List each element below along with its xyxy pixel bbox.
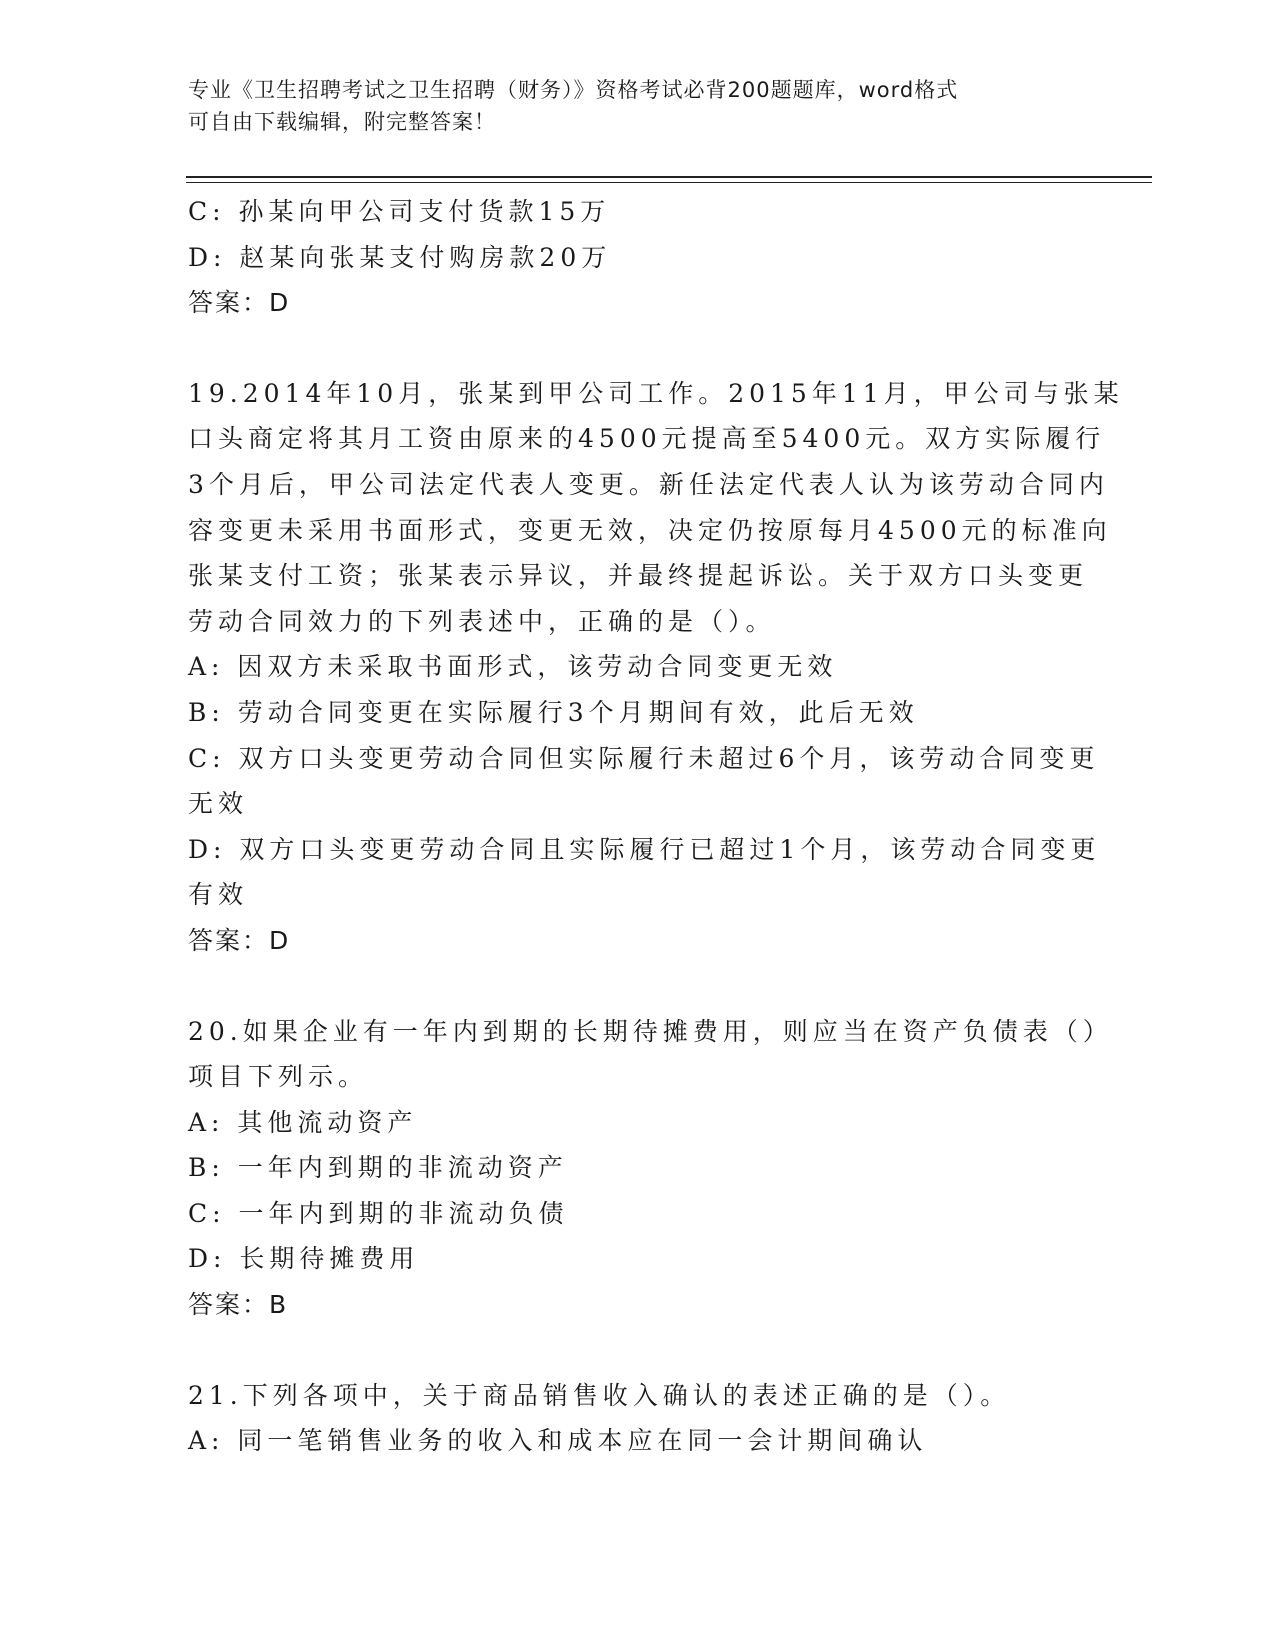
header-line-1: 专业《卫生招聘考试之卫生招聘（财务）》资格考试必背200题题库，word格式 [188, 78, 959, 102]
option-b: B: 一年内到期的非流动资产 [188, 1153, 568, 1183]
option-d: D: 双方口头变更劳动合同且实际履行已超过1个月，该劳动合同变更 [188, 834, 1101, 864]
previous-question-tail [188, 189, 1088, 326]
header-line-2: 可自由下载编辑，附完整答案！ [188, 110, 496, 134]
option-a: A: 因双方未采取书面形式，该劳动合同变更无效 [188, 652, 838, 682]
answer-line: 答案：D [188, 925, 291, 955]
question-text-line: 3个月后，甲公司法定代表人变更。新任法定代表人认为该劳动合同内 [188, 469, 1109, 499]
question-19 [188, 371, 1124, 964]
question-text-line: 劳动合同效力的下列表述中，正确的是（）。 [188, 606, 776, 636]
answer-line: 答案：B [188, 1290, 289, 1320]
option-c-continued: 无效 [188, 789, 249, 819]
option-c: C: 孙某向甲公司支付货款15万 [188, 197, 611, 226]
option-d-continued: 有效 [188, 880, 249, 910]
option-a: A: 同一笔销售业务的收入和成本应在同一会计期间确认 [188, 1426, 928, 1456]
option-d: D: 长期待摊费用 [188, 1244, 420, 1274]
option-c: C: 一年内到期的非流动负债 [188, 1198, 569, 1228]
option-b: B: 劳动合同变更在实际履行3个月期间有效，此后无效 [188, 697, 919, 727]
question-21 [188, 1373, 1088, 1464]
question-text-line: 容变更未采用书面形式，变更无效，决定仍按原每月4500元的标准向 [188, 515, 1112, 545]
question-text-line: 20.如果企业有一年内到期的长期待摊费用，则应当在资产负债表（） [188, 1016, 1113, 1046]
question-text-line: 口头商定将其月工资由原来的4500元提高至5400元。双方实际履行 [188, 424, 1106, 454]
header-rule-thick [186, 176, 1152, 178]
answer-line: 答案：D [188, 288, 291, 318]
option-c: C: 双方口头变更劳动合同但实际履行未超过6个月，该劳动合同变更 [188, 743, 1100, 773]
option-a: A: 其他流动资产 [188, 1107, 418, 1137]
question-text-line: 19.2014年10月，张某到甲公司工作。2015年11月，甲公司与张某 [188, 378, 1124, 408]
header-rule-thin [186, 182, 1152, 183]
option-d: D: 赵某向张某支付购房款20万 [188, 242, 612, 272]
document-body [188, 189, 1124, 1464]
question-text-line: 21.下列各项中，关于商品销售收入确认的表述正确的是（）。 [188, 1380, 1011, 1410]
question-text-line: 张某支付工资；张某表示异议，并最终提起诉讼。关于双方口头变更 [188, 561, 1089, 591]
question-20 [188, 1009, 1113, 1328]
question-text-line: 项目下列示。 [188, 1062, 369, 1092]
document-header [188, 74, 1068, 138]
